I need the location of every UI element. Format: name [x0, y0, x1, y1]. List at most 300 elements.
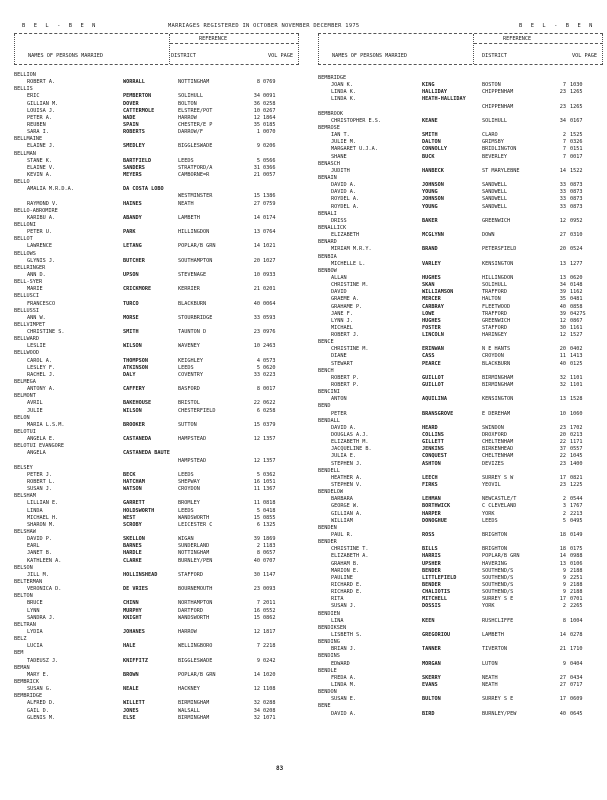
- spouse-surname: SCROBY: [123, 521, 142, 528]
- surname-heading: [318, 639, 603, 646]
- volume: 2: [562, 603, 566, 610]
- spouse-surname: CASS: [422, 353, 435, 360]
- forename: JILL M.: [27, 571, 49, 578]
- page: 0057: [263, 171, 276, 178]
- district-header: DISTRICT: [171, 53, 196, 59]
- volume: 17: [559, 696, 566, 703]
- spouse-surname: ROSS: [422, 532, 435, 538]
- volume: 34: [559, 117, 566, 124]
- spouse-surname: BULTON: [422, 696, 441, 703]
- spouse-surname: HAINES: [123, 200, 142, 207]
- volume: 33: [559, 203, 566, 210]
- volume: 23: [559, 103, 566, 110]
- surname-heading: [14, 151, 299, 158]
- spouse-surname: UPSHER: [422, 560, 441, 567]
- forename: KATHLEEN A.: [27, 557, 62, 564]
- surname-heading: [14, 679, 299, 686]
- surname: BELLUSCI: [14, 293, 39, 300]
- district: STOURBRIDGE: [178, 314, 213, 321]
- page: 1004: [570, 617, 583, 624]
- spouse-surname: HANBECK: [422, 167, 444, 174]
- forename: SANDRA J.: [27, 614, 56, 621]
- marriage-entry: [318, 696, 603, 703]
- marriage-entry: [318, 453, 603, 460]
- volume: 2: [256, 543, 260, 550]
- forename: GEORGE W.: [331, 503, 360, 510]
- spouse-surname: HUGHES: [422, 274, 441, 281]
- surname: BENCH: [318, 367, 334, 374]
- forename: SARA I.: [27, 129, 49, 136]
- surname: BENBIA: [318, 253, 337, 260]
- volume: 9: [562, 581, 566, 588]
- district: HAMPSTEAD: [178, 457, 207, 464]
- district: NEATH: [178, 200, 194, 207]
- page: 0873: [570, 182, 583, 189]
- marriage-entry: [318, 96, 603, 103]
- page: 1400: [570, 460, 583, 467]
- marriage-entry: [14, 472, 299, 479]
- page: 1027: [263, 257, 276, 264]
- divider: [602, 34, 603, 64]
- page: 0326: [570, 139, 583, 146]
- spouse-surname: EVANS: [422, 681, 438, 688]
- volume: 4: [256, 357, 260, 364]
- volume: 20: [559, 346, 566, 353]
- forename: DIANE: [331, 353, 347, 360]
- page: 0821: [570, 474, 583, 481]
- forename: TADEUSZ J.: [27, 657, 59, 664]
- surname: BELLWARD: [14, 336, 39, 343]
- forename: MARION E.: [331, 567, 360, 574]
- spouse-surname: BORTHWICK: [422, 503, 451, 510]
- page: 1386: [263, 193, 276, 200]
- surname: BELLO: [14, 179, 30, 186]
- volume: 13: [559, 274, 566, 281]
- page-number: 83: [276, 765, 284, 772]
- marriage-entry: [14, 586, 299, 593]
- forename: VERONICA D.: [27, 586, 62, 593]
- surname: BEMBRICK: [14, 678, 39, 685]
- forename: AVRIL: [27, 400, 43, 407]
- forename: PETER U.: [27, 229, 52, 236]
- district: SANDWELL: [482, 189, 507, 196]
- surname: BEMROSE: [318, 124, 340, 131]
- volume: 10: [559, 410, 566, 417]
- register-column-right: [318, 31, 603, 718]
- surname-heading: [318, 625, 603, 632]
- volume: 32: [559, 374, 566, 381]
- district: KERRIER: [178, 286, 200, 293]
- marriage-entry: [318, 196, 603, 203]
- marriage-entry: [318, 275, 603, 282]
- forename: KEVIN A.: [27, 171, 52, 178]
- volume: 5: [256, 157, 260, 164]
- page: 1357: [263, 436, 276, 443]
- page: 0402: [570, 346, 583, 353]
- surname: BENE: [318, 703, 331, 710]
- spouse-surname: PEARCE: [422, 360, 441, 367]
- volume: 10: [253, 343, 260, 350]
- page: 0764: [263, 229, 276, 236]
- names-header: NAMES OF PERSONS MARRIED: [28, 53, 103, 59]
- spouse-surname: KNIGHT: [123, 614, 142, 621]
- forename: ALLAN: [331, 274, 347, 281]
- volume: 14: [253, 214, 260, 221]
- page: 0873: [570, 196, 583, 203]
- volume: 9: [256, 657, 260, 664]
- page: 0213: [570, 432, 583, 439]
- spouse-surname: DA COSTA LOBO: [123, 186, 164, 193]
- district: ELSTREE/POT: [178, 107, 213, 114]
- volume: 7: [562, 139, 566, 146]
- forename: GILLIAN A.: [331, 510, 363, 517]
- volume: 33: [253, 314, 260, 321]
- volume: 2: [562, 496, 566, 503]
- surname-heading: [14, 379, 299, 386]
- forename: ROBERT J.: [331, 332, 360, 339]
- district: WAVENEY: [178, 343, 200, 350]
- forename: RAYMOND V.: [27, 200, 59, 207]
- marriage-entry: [318, 596, 603, 603]
- volume: 14: [559, 167, 566, 174]
- forename: GILLIAN M.: [27, 100, 59, 107]
- spouse-surname: SMITH: [123, 329, 139, 336]
- district: CLARO: [482, 132, 498, 139]
- page: 0552: [263, 607, 276, 614]
- forename: CHRISTINE S.: [27, 329, 65, 336]
- forename: MARGARET U.J.A.: [331, 146, 378, 153]
- district: CHIPPENHAM: [482, 89, 514, 96]
- marriage-entry: [14, 386, 299, 393]
- divider: [14, 64, 299, 65]
- marriage-entry: [14, 543, 299, 550]
- divider: [473, 34, 474, 64]
- surname: BENDINS: [318, 653, 340, 660]
- marriage-entry: [318, 82, 603, 89]
- volume: 20: [253, 257, 260, 264]
- surname-heading: [318, 539, 603, 546]
- surname-heading: [318, 611, 603, 618]
- district: SOUTHEND/S: [482, 567, 514, 574]
- volume: 7: [562, 146, 566, 153]
- district: YEOVIL: [482, 482, 501, 489]
- volume: 14: [253, 671, 260, 678]
- district: TRAFFORD: [482, 310, 507, 317]
- volume: 30: [559, 324, 566, 331]
- district: BOSTON: [482, 82, 501, 89]
- page: 1021: [263, 243, 276, 250]
- surname: BELTRAN: [14, 621, 36, 628]
- spouse-surname: DOSSIS: [422, 603, 441, 610]
- page: 0524: [570, 246, 583, 253]
- spouse-surname: HUGHES: [422, 317, 441, 324]
- marriage-entry: [14, 629, 299, 636]
- spouse-surname: KEANE: [422, 117, 438, 124]
- surname: BELOTUI EVANGORE: [14, 443, 64, 450]
- district: BLACKBURN: [482, 360, 511, 367]
- surname: BELL-SYER: [14, 279, 43, 286]
- marriage-entry: [318, 461, 603, 468]
- page: 0149: [570, 532, 583, 538]
- spouse-surname: GREGORIOU: [422, 631, 451, 638]
- surname: BELLMAINE: [14, 136, 43, 143]
- surname-heading: [318, 653, 603, 660]
- page: 0988: [570, 553, 583, 560]
- surname: BENALLICK: [318, 224, 347, 231]
- marriage-entry: [14, 515, 299, 522]
- forename: ROBERT A.: [27, 79, 56, 86]
- district: RUSHCLIFFE: [482, 617, 514, 624]
- spouse-surname: JOHNSON: [422, 182, 444, 189]
- forename: LYNN: [27, 607, 40, 614]
- spouse-surname: MEYERS: [123, 171, 142, 178]
- page: 0151: [570, 146, 583, 153]
- district: BRISTOL: [178, 400, 200, 407]
- district: NEWCASTLE/T: [482, 496, 517, 503]
- surname-heading: [318, 468, 603, 475]
- page: 0167: [570, 117, 583, 124]
- volume: 23: [559, 460, 566, 467]
- marriage-entry: [318, 553, 603, 560]
- forename: LESLEY F.: [27, 364, 56, 371]
- surname-heading: [14, 565, 299, 572]
- index-range-left: B E L - B E N: [22, 23, 98, 29]
- district: CROYDON: [178, 486, 200, 493]
- district: WANDSWORTH: [178, 614, 210, 621]
- forename: ROBERT P.: [331, 374, 360, 381]
- volume: 8: [256, 550, 260, 557]
- page: 1277: [570, 260, 583, 267]
- district: BRIGHTON: [482, 546, 507, 553]
- marriage-entry: [318, 304, 603, 311]
- volume: 35: [253, 121, 260, 128]
- forename: ANN W.: [27, 314, 46, 321]
- volume: 12: [253, 457, 260, 464]
- spouse-surname: HEATH-HALLIDAY: [422, 96, 466, 103]
- page: 2188: [570, 581, 583, 588]
- district-header: DISTRICT: [482, 53, 507, 59]
- volume: 8: [562, 617, 566, 624]
- surname: BENBOW: [318, 267, 337, 274]
- district: LEEDS: [178, 157, 194, 164]
- volume: 13: [559, 260, 566, 267]
- marriage-entry: [318, 89, 603, 96]
- district: NOTTINGHAM: [178, 79, 210, 86]
- marriage-entry: [14, 329, 299, 336]
- surname: BELLIS: [14, 86, 33, 93]
- spouse-surname: BRANSGROVE: [422, 410, 454, 417]
- spouse-surname: YOUNG: [422, 189, 438, 196]
- forename: ROYDEL A.: [331, 203, 360, 210]
- volume: 14: [559, 631, 566, 638]
- marriage-entry: [14, 486, 299, 493]
- volume: 18: [559, 546, 566, 553]
- volume: 9: [562, 574, 566, 581]
- marriage-entry: [318, 503, 603, 510]
- page: 0208: [263, 707, 276, 714]
- marriage-entry: [318, 411, 603, 418]
- forename: GAIL D.: [27, 707, 49, 714]
- district: LUTON: [482, 660, 498, 667]
- district: WESTMINSTER: [178, 193, 213, 200]
- page: 0544: [570, 496, 583, 503]
- spouse-surname: FIRKS: [422, 482, 438, 489]
- district: YORK: [482, 603, 495, 610]
- district: BRIGHTON: [482, 532, 507, 538]
- surname-heading: [318, 418, 603, 425]
- district: FLEETWOOD: [482, 303, 511, 310]
- district: GRIMSBY: [482, 139, 504, 146]
- page: 1162: [570, 289, 583, 296]
- marriage-entry: [318, 439, 603, 446]
- district: WIGAN: [178, 536, 194, 543]
- forename: STANE K.: [27, 157, 52, 164]
- spouse-surname: HARRIS: [422, 553, 441, 560]
- district: SHEPWAY: [178, 479, 200, 486]
- page: 1171: [570, 439, 583, 446]
- marriage-entry: [318, 446, 603, 453]
- surname: BENDEN: [318, 524, 337, 531]
- volume: 7: [562, 153, 566, 160]
- surname: BENASCH: [318, 160, 340, 167]
- district: DARTFORD: [178, 607, 203, 614]
- surname: BENDLE: [318, 667, 337, 674]
- marriage-entry: [318, 168, 603, 175]
- district: KEIGHLEY: [178, 357, 203, 364]
- district: E DEREHAM: [482, 410, 511, 417]
- surname-heading: [14, 622, 299, 629]
- page: 0174: [263, 214, 276, 221]
- marriage-entry: [14, 479, 299, 486]
- marriage-entry: [318, 425, 603, 432]
- forename: SUSAN J.: [27, 486, 52, 493]
- forename: SUSAN E.: [331, 696, 356, 703]
- forename: LUCIA: [27, 643, 43, 650]
- page: 0620: [570, 274, 583, 281]
- marriage-entry: [318, 261, 603, 268]
- surname-heading: [14, 179, 299, 186]
- marriage-entry: [318, 154, 603, 161]
- spouse-surname: WILSON: [123, 407, 142, 414]
- forename: MIRIAM M.R.Y.: [331, 246, 372, 253]
- spouse-surname: MITCHELL: [422, 596, 447, 603]
- surname: BELLMAN: [14, 150, 36, 157]
- divider: [14, 33, 299, 34]
- page: 0609: [570, 696, 583, 703]
- district: BOLTON: [178, 100, 197, 107]
- forename: CHRISTOPHER E.S.: [331, 117, 381, 124]
- forename: ROBERT P.: [331, 382, 360, 389]
- reference-header: REFERENCE: [199, 36, 228, 42]
- marriage-entry: [14, 343, 299, 350]
- marriage-entry: [318, 432, 603, 439]
- volume: 40: [559, 360, 566, 367]
- surname: BENALI: [318, 210, 337, 217]
- forename: EDWARD: [331, 660, 350, 667]
- surname-heading: [14, 279, 299, 286]
- marriage-entry: [14, 258, 299, 265]
- district: SOLIHULL: [178, 93, 203, 100]
- surname: BEND: [318, 403, 331, 410]
- district: BOURNEMOUTH: [178, 586, 213, 593]
- surname-heading: [14, 322, 299, 329]
- page: 1071: [263, 714, 276, 721]
- district: N E HANTS: [482, 346, 511, 353]
- spouse-surname: BROOKER: [123, 421, 145, 428]
- district: BIGGLESWADE: [178, 143, 213, 150]
- page: 0620: [263, 364, 276, 371]
- marriage-entry: [14, 272, 299, 279]
- divider: [170, 43, 299, 44]
- page: 0566: [263, 157, 276, 164]
- surname: BELLONI: [14, 221, 36, 228]
- forename: DRISS: [331, 217, 347, 224]
- spouse-surname: TURCO: [123, 300, 139, 307]
- forename: RICHARD E.: [331, 581, 363, 588]
- volume: 11: [253, 500, 260, 507]
- district: HILLINGDON: [178, 229, 210, 236]
- district: HACKNEY: [178, 686, 200, 693]
- page: 0258: [263, 100, 276, 107]
- spouse-surname: JENKINS: [422, 446, 444, 453]
- marriage-entry: [14, 101, 299, 108]
- forename: DOUGLAS A.J.: [331, 432, 369, 439]
- volume: 32: [253, 700, 260, 707]
- page: 0258: [263, 407, 276, 414]
- surname-heading: [318, 703, 603, 710]
- spouse-surname: GARRETT: [123, 500, 145, 507]
- page: 0125: [570, 360, 583, 367]
- forename: MARIA L.S.M.: [27, 421, 65, 428]
- forename: AMALIA M.R.D.A.: [27, 186, 74, 193]
- volume: 3: [562, 503, 566, 510]
- surname: BENDIEN: [318, 610, 340, 617]
- forename: FRANCESCO: [27, 300, 56, 307]
- page: 0481: [570, 296, 583, 303]
- surname-heading: [318, 175, 603, 182]
- page: 1528: [570, 396, 583, 403]
- district: HARINGEY: [482, 332, 507, 339]
- page: 2011: [263, 600, 276, 607]
- page: 0017: [263, 386, 276, 393]
- register-rows: [318, 75, 603, 718]
- forename: DAVID: [331, 289, 347, 296]
- marriage-entry: [14, 229, 299, 236]
- spouse-surname: WATSON: [123, 486, 142, 493]
- spouse-surname: LEECH: [422, 474, 438, 481]
- marriage-entry: [14, 79, 299, 86]
- surname: BENDER: [318, 539, 337, 546]
- district: TIVERTON: [482, 646, 507, 653]
- forename: JULIA E.: [331, 453, 356, 460]
- page: 0310: [570, 232, 583, 239]
- marriage-entry: [318, 568, 603, 575]
- marriage-entry: [14, 672, 299, 679]
- divider: [474, 43, 603, 44]
- page: 0858: [570, 303, 583, 310]
- spouse-surname: BAKER: [422, 217, 438, 224]
- volume: 34: [253, 93, 260, 100]
- forename: LYDIA: [27, 628, 43, 635]
- forename: PETER: [331, 410, 347, 417]
- surname-heading: [318, 254, 603, 261]
- page: 0573: [263, 357, 276, 364]
- forename: FREDA A.: [331, 674, 356, 681]
- volume: 10: [253, 107, 260, 114]
- marriage-entry: [318, 575, 603, 582]
- surname-heading: [318, 389, 603, 396]
- volume: 12: [253, 436, 260, 443]
